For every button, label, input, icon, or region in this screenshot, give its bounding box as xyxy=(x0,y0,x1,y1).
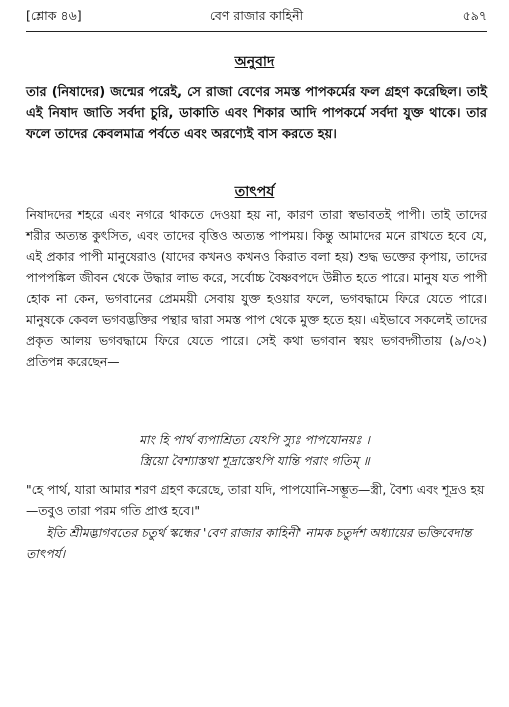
header-divider xyxy=(26,31,487,32)
translation-heading: অনুবাদ xyxy=(234,54,275,70)
page-number: ৫৯৭ xyxy=(462,8,487,23)
purport-text: নিষাদদের শহরে এবং নগরে থাকতে দেওয়া হয় না, কারণ তারা স্বভাবতই পাপী। তাই তাদের শরীর অত্যন্ত কুৎসিত, এবং তাদের বৃত্তিও অত্যন্ত পাপময়। কিন্তু আমাদের মনে রাখতে হবে যে, এই প্রকার পাপী মানুষেরাও (যাদের কখনও কখনও কিরাত বলা হয়) শুদ্ধ ভক্তের কৃপায়, তাদের পাপপঙ্কিল জীবন থেকে উদ্ধার লাভ করে, সর্বোচ্চ বৈষ্ণবপদে উন্নীত হতে পারে। মানুষ যত পাপী হোক না কেন, ভগবানের প্রেমময়ী সেবায় যুক্ত হওয়ার ফলে, ভগবদ্ধামে ফিরে যেতে পারে। মানুষকে কেবল ভগবদ্ভক্তির পন্থার দ্বারা সমস্ত পাপ থেকে মুক্ত হতে হয়। এইভাবে সকলেই তাদের প্রকৃত আলয় ভগবদ্ধামে ফিরে যেতে পারে। সেই কথা ভগবান স্বয়ং ভগবদ্গীতায় (৯/৩২) প্রতিপন্ন করেছেন— xyxy=(26,208,487,369)
verse-translation: "হে পার্থ, যারা আমার শরণ গ্রহণ করেছে, তারা যদি, পাপযোনি-সম্ভূত—স্ত্রী, বৈশ্য এবং শূদ্রও হয়—তবুও তারা পরম গতি প্রাপ্ত হবে।" xyxy=(26,483,485,518)
sanskrit-line-1: মাং হি পার্থ ব্যপাশ্রিত্য যেঽপি স্যুঃ পাপযোনয়ঃ । xyxy=(139,433,370,447)
translation-text: তার (নিষাদের) জন্মের পরেই, সে রাজা বেণের সমস্ত পাপকর্মের ফল গ্রহণ করেছিল। তাই এই নিষাদ জাতি সর্বদা চুরি, ডাকাতি এবং শিকার আদি পাপকর্মে সর্বদা যুক্ত থাকে। তার ফলে তাদের কেবলমাত্র পর্বতে এবং অরণ্যেই বাস করতে হয়। xyxy=(26,85,487,142)
chapter-colophon: ইতি শ্রীমদ্ভাগবতের চতুর্থ স্কন্ধের 'বেণ রাজার কাহিনী' নামক চতুর্দশ অধ্যায়ের ভক্তিবেদান্ত তাৎপর্য। xyxy=(26,526,472,561)
sanskrit-verse xyxy=(0,430,509,472)
running-header xyxy=(26,8,487,28)
chapter-title: বেণ রাজার কাহিনী xyxy=(209,8,304,23)
purport-heading: তাৎপর্য xyxy=(234,184,275,200)
sanskrit-line-2: স্ত্রিয়ো বৈশ্যাস্তথা শূদ্রাস্তেঽপি যান্তি পরাং গতিম্ ॥ xyxy=(139,454,370,468)
verse-reference: [শ্লোক ৪৬] xyxy=(26,8,82,23)
